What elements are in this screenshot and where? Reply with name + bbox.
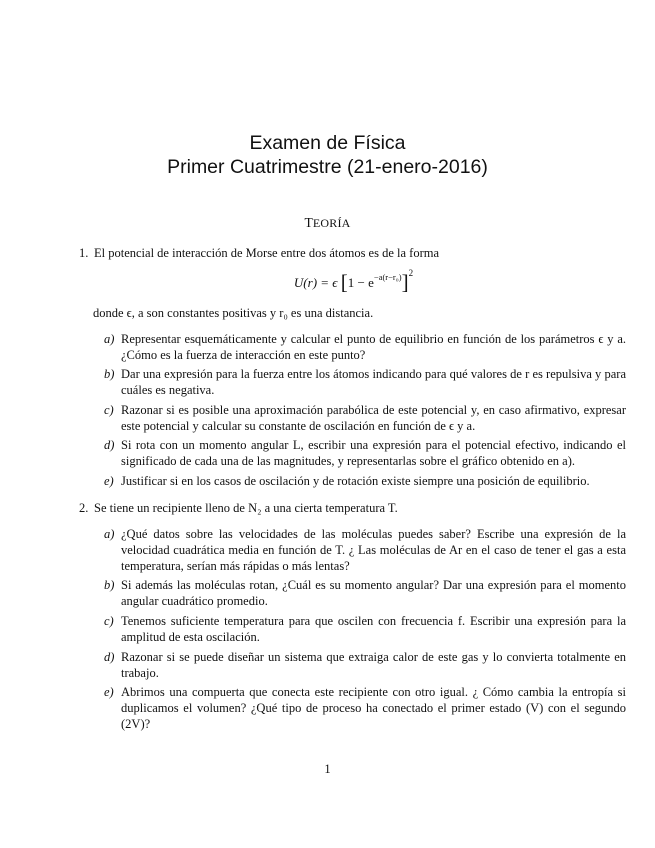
item-label: a) <box>104 527 115 541</box>
question-1-number: 1. <box>79 246 89 260</box>
question-1-intro: El potencial de interacción de Morse entre dos átomos es de la forma <box>94 246 440 260</box>
page-number: 1 <box>324 762 331 776</box>
section-heading-initial: T <box>304 215 313 230</box>
formula-inner: 1 − e <box>347 275 374 290</box>
item-label: b) <box>104 578 115 592</box>
item-label: c) <box>104 403 114 417</box>
formula-power: 2 <box>408 268 414 278</box>
item-label: c) <box>104 614 114 628</box>
question-1-where: donde ϵ, a son constantes positivas y r₀ es una distancia. <box>93 306 374 320</box>
item-label: d) <box>104 650 115 664</box>
formula-bracket-close: ] <box>401 270 409 294</box>
item-text: Abrimos una compuerta que conecta este recipiente con otro igual. ¿ Cómo cambia la entropía si duplicamos el volumen? ¿Qué tipo de proceso ha conectado el primer estado (V) con el segundo (2V)? <box>121 685 626 731</box>
item-label: d) <box>104 438 115 452</box>
formula-bracket-open: [ <box>340 270 348 294</box>
item-text: Razonar si se puede diseñar un sistema que extraiga calor de este gas y lo convierta totalmente en trabajo. <box>121 650 626 680</box>
section-heading <box>0 215 655 231</box>
item-text: Representar esquemáticamente y calcular el punto de equilibrio en función de los parámetros ϵ y a. ¿Cómo es la fuerza de interacción en este punto? <box>121 332 626 362</box>
item-label: a) <box>104 332 115 346</box>
exam-title: Examen de Física <box>249 132 406 154</box>
item-text: Justificar si en los casos de oscilación y de rotación existe siempre una posición de equilibrio. <box>121 474 590 488</box>
item-text: Si además las moléculas rotan, ¿Cuál es su momento angular? Dar una expresión para el momento angular cuadrático promedio. <box>121 578 626 608</box>
formula-exponent: −a(r−r₀) <box>373 272 402 282</box>
formula-lhs: U(r) = ϵ <box>293 275 338 290</box>
item-text: Razonar si es posible una aproximación parabólica de este potencial y, en caso afirmativo, expresar este potencial y calcular su constante de oscilación en función de ϵ y a. <box>121 403 626 433</box>
question-2-intro: Se tiene un recipiente lleno de N₂ a una cierta temperatura T. <box>94 501 398 515</box>
item-label: e) <box>104 685 114 699</box>
item-text: Dar una expresión para la fuerza entre los átomos indicando para qué valores de r es repulsiva y para cuáles es negativa. <box>121 367 626 397</box>
item-label: e) <box>104 474 114 488</box>
morse-formula <box>0 268 655 293</box>
section-heading-rest: EORÍA <box>312 216 351 230</box>
item-text: Tenemos suficiente temperatura para que oscilen con frecuencia f. Escribir una expresión para la amplitud de esta oscilación. <box>121 614 626 644</box>
exam-subtitle: Primer Cuatrimestre (21-enero-2016) <box>167 156 488 178</box>
item-label: b) <box>104 367 115 381</box>
question-2-number: 2. <box>79 501 89 515</box>
item-text: Si rota con un momento angular L, escribir una expresión para el potencial efectivo, indicando el significado de cada una de las magnitudes, y representarlas sobre el gráfico obtenido en a). <box>121 438 626 468</box>
item-text: ¿Qué datos sobre las velocidades de las moléculas puedes saber? Escribe una expresión de la velocidad cuadrática media en función de T. ¿ Las moléculas de Ar en el caso de tener el gas a esta temperatura, serían más rápidas o más lentas? <box>121 527 626 573</box>
